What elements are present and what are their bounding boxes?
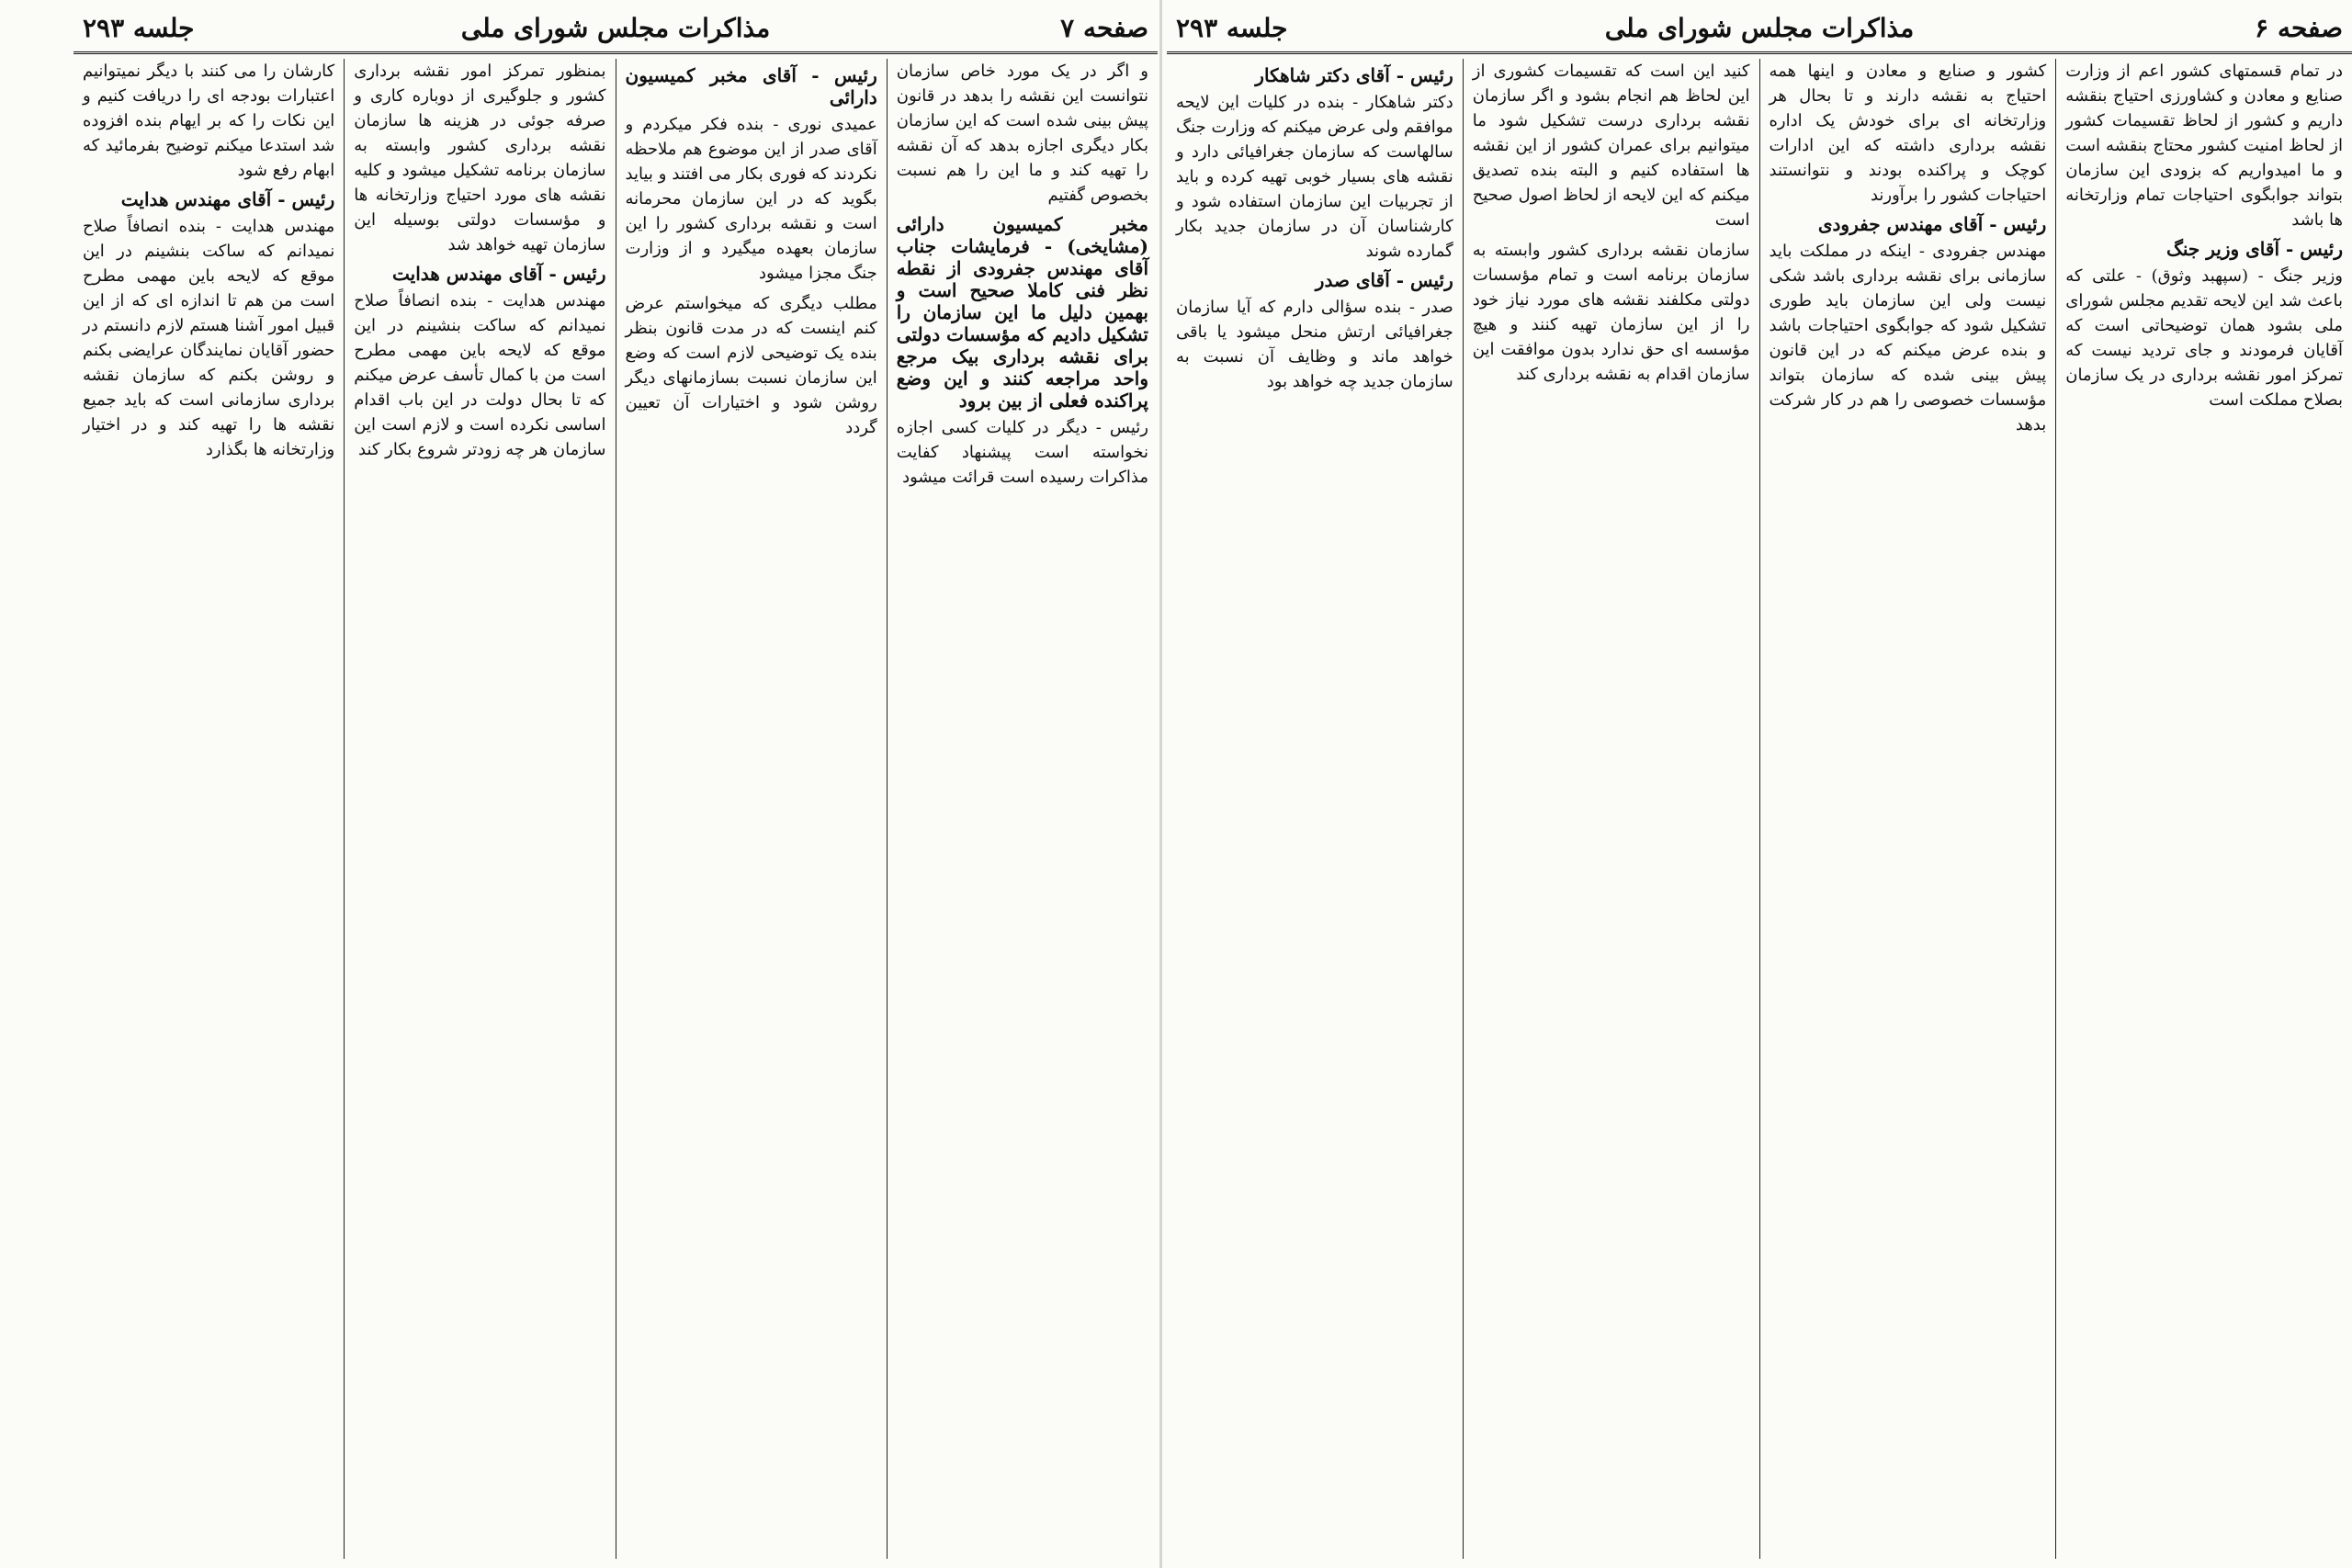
page-gutter bbox=[1159, 0, 1162, 1568]
paragraph: کشور و صنایع و معادن و اینها همه احتیاج به نقشه دارند و تا بحال هر وزارتخانه ای برای خودش یک اداره نقشه برداری داشته که این ادارات کوچک و پراکنده بودند و نتوانستند احتیاجات کشور را برآورند bbox=[1769, 62, 2047, 205]
text-column bbox=[1760, 59, 2057, 1559]
paragraph: مطلب دیگری که میخواستم عرض کنم اینست که در مدت قانون بنظر بنده یک توضیحی لازم است که وضع این سازمان نسبت بسازمانهای دیگر روشن شود و اختیارات آن تعیین گردد bbox=[625, 294, 877, 437]
speaker-heading: مخبر کمیسیون دارائی (مشایخی) - فرمایشات جناب آقای مهندس جفرودی از نقطه نظر فنی کاملا صحیح است و بهمین دلیل ما این سازمان را تشکیل دادیم که مؤسسات دولتی برای نقشه برداری بیک مرجع واحد مراجعه کنند و این وضع پراکنده فعلی از بین برود bbox=[896, 213, 1148, 412]
session-number: جلسه ۲۹۳ bbox=[1176, 13, 1288, 43]
publication-title: مذاکرات مجلس شورای ملی bbox=[460, 13, 771, 43]
paragraph: کارشان را می کنند با دیگر نمیتوانیم اعتبارات بودجه ای را دریافت کنیم و این نکات را که بر ایهام بنده افزوده شد استدعا میکنم توضیح بفرمائید که ابهام رفع شود bbox=[83, 62, 335, 180]
paragraph: دکتر شاهکار - بنده در کلیات این لایحه موافقم ولی عرض میکنم که وزارت جنگ سالهاست که سازمان جغرافیائی دارد و نقشه های بسیار خوبی تهیه کرده و باید از تجربیات این سازمان استفاده شود و کارشناسان آن در سازمان جدید بکار گمارده شوند bbox=[1176, 93, 1453, 261]
paragraph: مهندس هدایت - بنده انصافاً صلاح نمیدانم که ساکت بنشینم در این موقع که لایحه باین مهمی مطرح است من هم تا اندازه ای که از این قبیل امور آشنا هستم لازم دانستم در حضور آقایان نمایندگان عرایضی بکنم و روشن بکنم که سازمان نقشه برداری سازمانی است که باید جمیع نقشه ها را تهیه کند و در اختیار وزارتخانه ها بگذارد bbox=[83, 217, 335, 459]
text-column bbox=[1167, 59, 1464, 1559]
paragraph: در تمام قسمتهای کشور اعم از وزارت صنایع و معادن و کشاورزی احتیاج بنقشه داریم و کشور از لحاظ تقسیمات کشور از لحاظ امنیت کشور محتاج بنقشه است و ما امیدواریم که بزودی این سازمان بتواند جوابگوی احتیاجات تمام وزارتخانه ها باشد bbox=[2065, 62, 2343, 230]
paragraph: عمیدی نوری - بنده فکر میکردم و آقای صدر از این موضوع هم ملاحظه نکردند که فوری بکار می افتند و بیاید بگوید که در این سازمان محرمانه است و نقشه برداری کشور را این سازمان بعهده میگیرد و از وزارت جنگ مجزا میشود bbox=[625, 115, 877, 283]
paragraph: رئیس - دیگر در کلیات کسی اجازه نخواسته است پیشنهاد کفایت مذاکرات رسیده است قرائت میشود bbox=[896, 418, 1148, 487]
publication-title: مذاکرات مجلس شورای ملی bbox=[1604, 13, 1915, 43]
page-number: صفحه ۷ bbox=[1060, 13, 1148, 43]
speaker-heading: رئیس - آقای دکتر شاهکار bbox=[1255, 64, 1453, 86]
speaker-heading: رئیس - آقای صدر bbox=[1315, 269, 1453, 291]
left-page bbox=[74, 0, 1158, 1568]
session-number: جلسه ۲۹۳ bbox=[83, 13, 195, 43]
paragraph: کنید این است که تقسیمات کشوری از این لحاظ هم انجام بشود و اگر سازمان نقشه برداری درست تشکیل شود ما میتوانیم برای عمران کشور از این نقشه ها استفاده کنیم و البته بنده تصدیق میکنم که این لایحه از لحاظ اصول صحیح است bbox=[1472, 62, 1750, 230]
right-page bbox=[1167, 0, 2352, 1568]
text-column bbox=[616, 59, 888, 1559]
text-columns bbox=[1167, 59, 2352, 1559]
paragraph: وزیر جنگ - (سپهبد وثوق) - علتی که باعث شد این لایحه تقدیم مجلس شورای ملی بشود همان توضیحاتی است که آقایان فرمودند و جای تردید نیست که تمرکز امور نقشه برداری در یک سازمان بصلاح مملکت است bbox=[2065, 266, 2343, 410]
text-column bbox=[2056, 59, 2352, 1559]
text-column bbox=[1464, 59, 1760, 1559]
paragraph: صدر - بنده سؤالی دارم که آیا سازمان جغرافیائی ارتش منحل میشود یا باقی خواهد ماند و وظایف آن نسبت به سازمان جدید چه خواهد بود bbox=[1176, 298, 1453, 391]
paragraph: سازمان نقشه برداری کشور وابسته به سازمان برنامه است و تمام مؤسسات دولتی مکلفند نقشه های مورد نیاز خود را از این سازمان تهیه کنند و هیچ مؤسسه ای حق ندارد بدون موافقت این سازمان اقدام به نقشه برداری کند bbox=[1472, 241, 1750, 384]
text-columns bbox=[74, 59, 1158, 1559]
page-header bbox=[1167, 7, 2352, 54]
paragraph: مهندس جفرودی - اینکه در مملکت باید سازمانی برای نقشه برداری باشد شکی نیست ولی این سازمان باید طوری تشکیل شود که جوابگوی احتیاجات باشد و بنده عرض میکنم که در این قانون پیش بینی شده که سازمان بتواند مؤسسات خصوصی را هم در کار شرکت بدهد bbox=[1769, 242, 2047, 434]
paragraph: و اگر در یک مورد خاص سازمان نتوانست این نقشه را بدهد در قانون پیش بینی شده است که این سازمان بکار دیگری اجازه بدهد که آن نقشه را تهیه کند و ما این را هم نسبت بخصوص گفتیم bbox=[896, 62, 1148, 205]
text-column bbox=[888, 59, 1158, 1559]
text-column bbox=[345, 59, 616, 1559]
speaker-heading: رئیس - آقای مهندس هدایت bbox=[120, 188, 335, 210]
paragraph: مهندس هدایت - بنده انصافاً صلاح نمیدانم که ساکت بنشینم در این موقع که لایحه باین مهمی مطرح است من با کمال تأسف عرض میکنم که تا بحال دولت در این باب اقدام اساسی نکرده است و لازم است این سازمان هر چه زودتر شروع بکار کند bbox=[354, 291, 606, 459]
speaker-heading: رئیس - آقای مهندس جفرودی bbox=[1817, 213, 2047, 235]
speaker-heading: رئیس - آقای وزیر جنگ bbox=[2166, 238, 2343, 260]
page-header bbox=[74, 7, 1158, 54]
speaker-heading: رئیس - آقای مهندس هدایت bbox=[392, 263, 606, 285]
page-number: صفحه ۶ bbox=[2255, 13, 2343, 43]
speaker-heading: رئیس - آقای مخبر کمیسیون دارائی bbox=[625, 64, 877, 108]
text-column bbox=[74, 59, 345, 1559]
paragraph: بمنظور تمرکز امور نقشه برداری کشور و جلوگیری از دوباره کاری و صرفه جوئی در هزینه ها سازمان نقشه برداری کشور وابسته به سازمان برنامه تشکیل میشود و کلیه نقشه های مورد احتیاج وزارتخانه ها و مؤسسات دولتی بوسیله این سازمان تهیه خواهد شد bbox=[354, 62, 606, 254]
